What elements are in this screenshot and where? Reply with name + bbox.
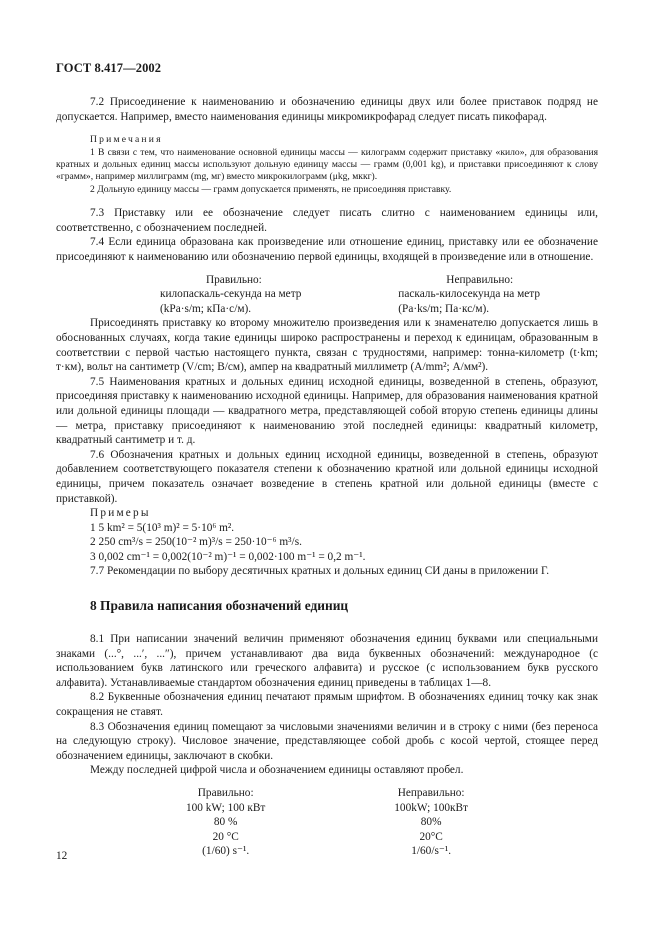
correct-label: Правильно: xyxy=(206,273,262,286)
example-item: 3 0,002 cm⁻¹ = 0,002(10⁻² m)⁻¹ = 0,002·100 m⁻¹ = 0,2 m⁻¹. xyxy=(90,550,366,563)
example-item: 1 5 km² = 5(10³ m)² = 5·10⁶ m². xyxy=(90,521,235,534)
correct-line: 100 kW; 100 кВт xyxy=(186,801,266,814)
paragraph-8-3-continued: Между последней цифрой числа и обозначением единицы оставляют пробел. xyxy=(90,764,464,777)
paragraph-8-2: 8.2 Буквенные обозначения единиц печатают прямым шрифтом. В обозначениях единиц точку как знак сокращения не ставят. xyxy=(56,691,598,718)
incorrect-column xyxy=(394,786,468,859)
section-7-body xyxy=(56,95,598,579)
correct-line: 20 °C xyxy=(212,830,239,843)
incorrect-line: 20°C xyxy=(419,830,443,843)
paragraph-7-2: 7.2 Присоединение к наименованию и обозначению единицы двух или более приставок подряд не допускается. Например, вместо наименования единицы микромикрофарад следует писать пикофарад. xyxy=(56,96,598,123)
example-item: 2 250 cm³/s = 250(10⁻² m)³/s = 250·10⁻⁶ m³/s. xyxy=(90,536,302,549)
correct-line: 80 % xyxy=(213,816,238,829)
paragraph-8-3: 8.3 Обозначения единиц помещают за числовыми значениями величин и в строку с ними (без переноса на следующую строку). Числовое значение, представляющее собой дробь с косой чертой, стоящее перед обозначением единицы, заключают в скобки. xyxy=(56,720,598,762)
incorrect-column xyxy=(398,273,540,317)
correct-line: (kPa·s/m; кПа·с/м). xyxy=(160,302,252,315)
incorrect-line: 100kW; 100кВт xyxy=(394,801,468,814)
paragraph-7-3: 7.3 Приставку или ее обозначение следует писать слитно с наименованием единицы или, соответственно, с обозначением последней. xyxy=(56,207,598,234)
correct-line: (1/60) s⁻¹. xyxy=(202,845,250,858)
paragraph-8-1: 8.1 При написании значений величин применяют обозначения единиц буквами или специальными знаками (...°, ...′, ...″), причем устанавливают два вида буквенных обозначений: международное (с использованием букв латинского или греческого алфавита) и русское (с использованием букв русского алфавита). Устанавливаемые стандартом обозначения единиц приведены в таблицах 1—8. xyxy=(56,633,598,689)
paragraph-7-4: 7.4 Если единица образована как произведение или отношение единиц, приставку или ее обозначение присоединяют к наименованию или обозначению первой единицы, входящей в произведение или в отношение. xyxy=(56,236,598,263)
notes-title: Примечания xyxy=(90,134,163,146)
incorrect-label: Неправильно: xyxy=(397,786,465,799)
correct-line: килопаскаль-секунда на метр xyxy=(160,288,302,301)
section-8-body xyxy=(56,632,598,859)
incorrect-line: паскаль-килосекунда на метр xyxy=(398,288,540,301)
incorrect-line: (Pa·ks/m; Па·кс/м). xyxy=(398,302,490,315)
paragraph-7-5: 7.5 Наименования кратных и дольных единиц исходной единицы, возведенной в степень, образуют, присоединяя приставку к наименованию исходной единицы. Например, для образования наименования кратной или дольной единицы площади — квадратного метра, представляющей собой вторую степень единицы длины — метра, приставку присоединяют к наименованию этой последней единицы: квадратный километр, квадратный сантиметр и т. д. xyxy=(56,375,598,447)
incorrect-line: 80% xyxy=(420,816,442,829)
paragraph-7-4-continued: Присоединять приставку ко второму множителю произведения или к знаменателю допускается лишь в обоснованных случаях, когда такие единицы широко распространены и переход к единицам, образованным в соответствии с первой частью настоящего пункта, связан с трудностями, например: тонна-километр (t·km; т·км), вольт на сантиметр (V/cm; В/см), ампер на квадратный миллиметр (A/mm²; А/мм²). xyxy=(56,317,598,374)
correct-column xyxy=(186,786,265,859)
examples-title: Примеры xyxy=(90,507,151,520)
paragraph-7-6: 7.6 Обозначения кратных и дольных единиц исходной единицы, возведенной в степень, образуют добавлением соответствующего показателя степени к обозначению кратной или дольной единицы исходной единицы, причем показатель означает возведение в степень кратной или дольной единицы (вместе с приставкой). xyxy=(56,448,598,505)
paragraph-7-7: 7.7 Рекомендации по выбору десятичных кратных и дольных единиц СИ даны в приложении Г. xyxy=(90,565,550,578)
section-8-heading: 8 Правила написания обозначений единиц xyxy=(90,598,349,613)
note-1: 1 В связи с тем, что наименование основной единицы массы — килограмм содержит приставку «кило», для образования кратных и дольных единиц массы используют дольную единицу массы — грамм (0,001 kg), и приставки присоединяют к слову «грамм», например миллиграмм (mg, мг) вместо микрокилограмм (μkg, мккг). xyxy=(56,146,598,183)
correct-column xyxy=(160,273,301,317)
page-number: 12 xyxy=(56,850,68,862)
correct-label: Правильно: xyxy=(197,786,254,799)
unit-spacing-examples-table xyxy=(56,786,598,859)
document-header: ГОСТ 8.417—2002 xyxy=(56,61,162,75)
incorrect-label: Неправильно: xyxy=(446,273,514,286)
prefix-examples-table xyxy=(56,273,598,317)
note-2: 2 Дольную единицу массы — грамм допускается применять, не присоединяя приставку. xyxy=(90,183,452,195)
incorrect-line: 1/60/s⁻¹. xyxy=(411,845,452,858)
